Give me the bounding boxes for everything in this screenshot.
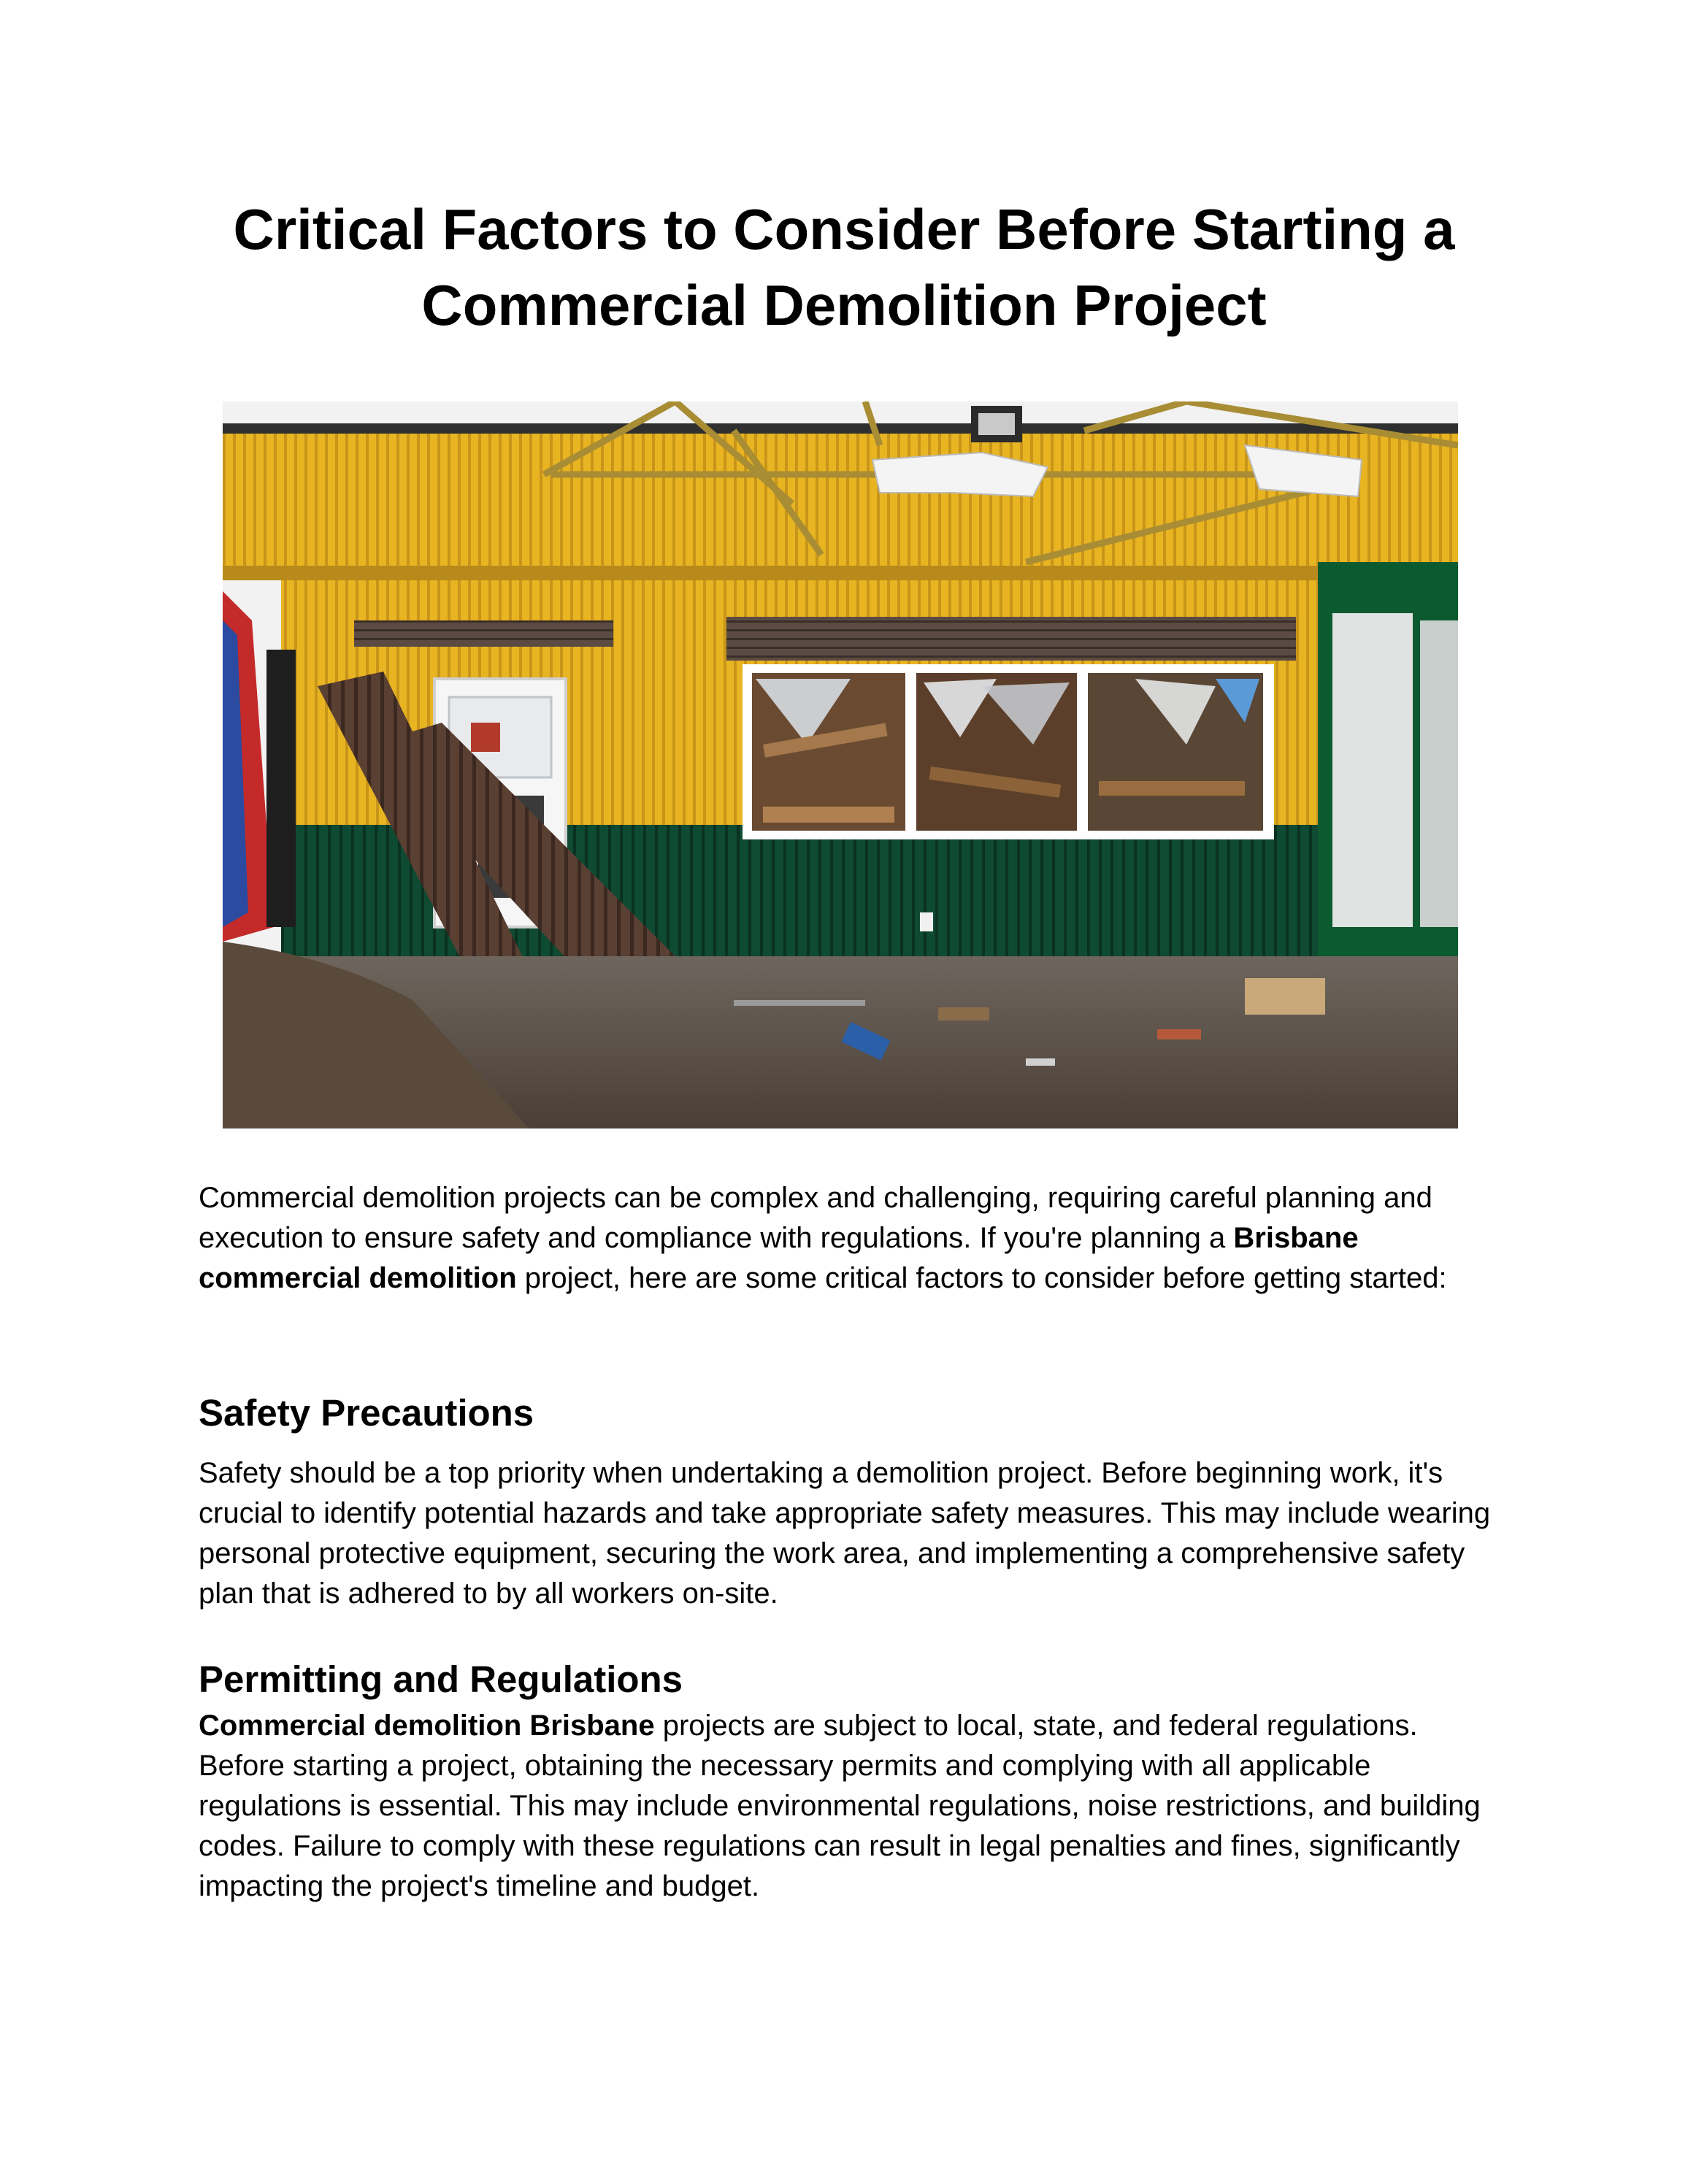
demolished-shopfront-illustration xyxy=(223,401,1458,1128)
hero-image xyxy=(223,401,1458,1128)
intro-bold-keyword: Brisbane commercial demolition xyxy=(199,1222,1359,1294)
intro-text-end: project, here are some critical factors to consider before getting started: xyxy=(516,1262,1447,1294)
permitting-bold-keyword: Commercial demolition Brisbane xyxy=(199,1710,655,1742)
intro-paragraph xyxy=(199,1178,1505,1299)
permitting-text: projects are subject to local, state, and federal regulations. Before starting a project, obtaining the necessary permits and complying with all applicable regulations is essential. This may include environmental regulations, noise restrictions, and building codes. Failure to comply with these regulations can result in legal penalties and fines, significantly impacting the project's timeline and budget. xyxy=(199,1710,1481,1902)
section-heading-safety: Safety Precautions xyxy=(199,1392,534,1434)
page-title: Critical Factors to Consider Before Starting a Commercial Demolition Project xyxy=(233,197,1455,337)
section-paragraph-safety: Safety should be a top priority when undertaking a demolition project. Before beginning work, it's crucial to identify potential hazards and take appropriate safety measures. This may include wearing personal protective equipment, securing the work area, and implementing a comprehensive safety plan that is adhered to by all workers on-site. xyxy=(199,1457,1491,1610)
intro-text-start: Commercial demolition projects can be complex and challenging, requiring careful planning and execution to ensure safety and compliance with regulations. If you're planning a xyxy=(199,1182,1432,1254)
section-heading-permitting: Permitting and Regulations xyxy=(199,1658,683,1700)
section-paragraph-permitting xyxy=(199,1706,1505,1907)
